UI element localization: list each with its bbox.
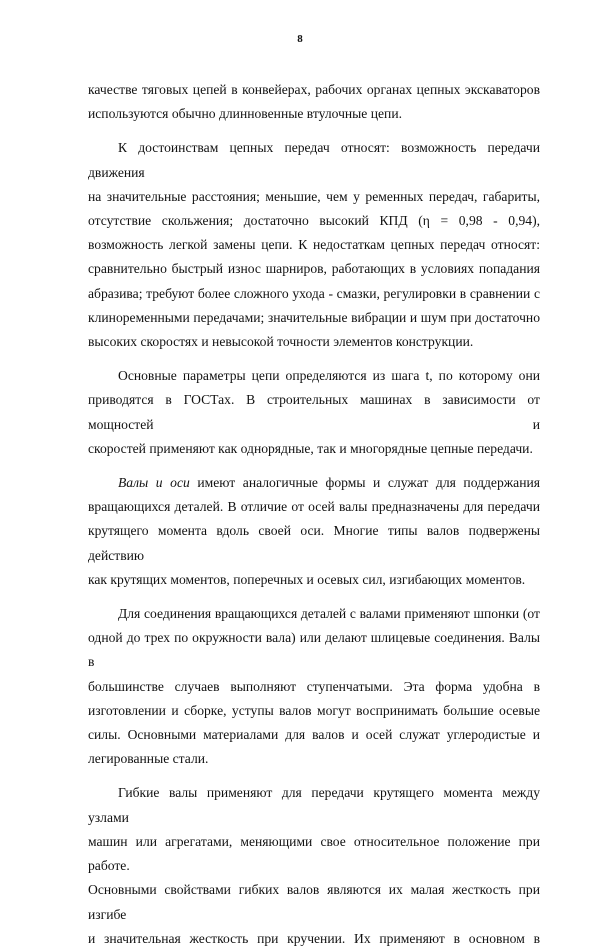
text-line: вращающихся деталей. В отличие от осей валы предназначены для передачи [88, 499, 540, 515]
text-line: качестве тяговых цепей в конвейерах, рабочих органах цепных экскаваторов [88, 82, 540, 97]
text-line: сравнительно быстрый износ шарниров, работающих в условиях попадания [88, 261, 540, 277]
text-line: высоких скоростях и невысокой точности элементов конструкции. [88, 334, 474, 350]
text-line: скоростей применяют как однорядные, так и многорядные цепные передачи. [88, 440, 533, 456]
text-line: Гибкие валы применяют для передачи крутящего момента между узлами [88, 785, 540, 825]
paragraph-4 [88, 471, 540, 592]
page-number: 8 [297, 33, 303, 45]
paragraph-2 [88, 136, 540, 354]
text-line: как крутящих моментов, поперечных и осевых сил, изгибающих моментов. [88, 571, 526, 587]
text-line: и значительная жесткость при кручении. Их применяют в основном в [88, 930, 540, 946]
paragraph-1 [88, 78, 540, 126]
text-line: Для соединения вращающихся деталей с валами применяют шпонки (от [118, 606, 540, 622]
text-line: на значительные расстояния; меньшие, чем у ременных передач, габариты, [88, 188, 540, 204]
text-line: легированные стали. [88, 751, 209, 767]
paragraph-5 [88, 602, 540, 771]
text-line: К достоинствам цепных передач относят: возможность передачи движения [88, 140, 540, 180]
text-line: Основные параметры цепи определяются из шага t, по которому они [118, 368, 540, 384]
text-line: используются обычно длинновенные втулочные цепи. [88, 106, 402, 122]
text-line: силы. Основными материалами для валов и осей служат углеродистые и [88, 727, 540, 743]
text-fragment: имеют аналогичные формы и служат для поддержания [189, 475, 540, 491]
paragraph-6 [88, 781, 540, 950]
text-line: возможность легкой замены цепи. К недостаткам цепных передач относят: [88, 237, 540, 253]
paragraph-3 [88, 364, 540, 461]
text-line: клиноременными передачами; значительные вибрации и шум при достаточно [88, 309, 540, 325]
text-line: приводятся в ГОСТах. В строительных машинах в зависимости от мощностей и [88, 392, 540, 432]
text-line: одной до трех по окружности вала) или делают шлицевые соединения. Валы в [88, 630, 540, 670]
text-line: Основными свойствами гибких валов являются их малая жесткость при изгибе [88, 882, 540, 922]
text-line: изготовлении и сборке, уступы валов могут воспринимать большие осевые [88, 702, 540, 718]
text-line [88, 471, 540, 495]
text-line: абразива; требуют более сложного ухода - смазки, регулировки в сравнении с [88, 285, 540, 301]
text-line: крутящего момента вдоль своей оси. Многие типы валов подвержены действию [88, 523, 540, 563]
text-line: отсутствие скольжения; достаточно высокий КПД (η = 0,98 - 0,94), [88, 213, 540, 229]
italic-term: Валы и оси [118, 475, 190, 491]
text-line: машин или агрегатами, меняющими свое относительное положение при работе. [88, 833, 540, 874]
text-line: большинстве случаев выполняют ступенчатыми. Эта форма удобна в [88, 678, 540, 694]
body-text [88, 78, 540, 951]
